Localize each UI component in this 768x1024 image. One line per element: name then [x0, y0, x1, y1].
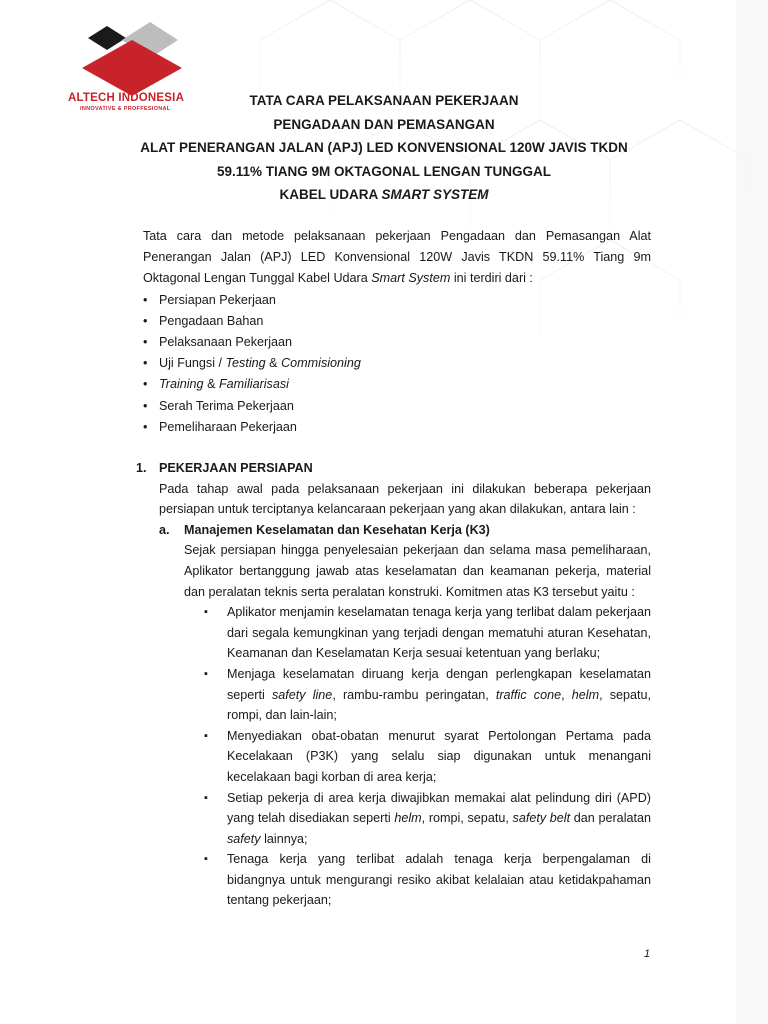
k3-text: Menjaga keselamatan diruang kerja dengan perlengkapan keselamatan seperti	[227, 666, 651, 702]
k3-text-italic: traffic cone	[495, 687, 562, 702]
logo-brand-name: ALTECH INDONESIA	[68, 92, 185, 104]
title-line-5	[110, 183, 658, 207]
k3-text: , sepatu, rompi, dan lain-lain;	[227, 687, 652, 723]
stage-item: • Pemeliharaan Pekerjaan	[143, 417, 651, 438]
intro-paragraph	[143, 226, 651, 290]
subsection-a-heading-text: Manajemen Keselamatan dan Kesehatan Kerja (K3)	[184, 522, 490, 537]
k3-text: ,	[561, 687, 572, 702]
stage-item	[143, 353, 651, 374]
k3-text-italic: safety belt	[512, 811, 571, 826]
stage-item	[143, 374, 651, 395]
section-1	[136, 458, 651, 911]
page-number: 1	[644, 948, 651, 960]
stage-text-italic: Testing	[225, 356, 266, 371]
title-line-5-prefix: KABEL UDARA	[279, 187, 382, 203]
title-line-3: ALAT PENERANGAN JALAN (APJ) LED KONVENSIONAL 120W JAVIS TKDN	[140, 140, 628, 156]
k3-text: dan peralatan	[570, 811, 652, 826]
stage-item: • Persiapan Pekerjaan	[143, 290, 651, 311]
title-line-5-italic: SMART SYSTEM	[381, 187, 489, 203]
stage-item: • Pengadaan Bahan	[143, 311, 651, 332]
document-title	[110, 89, 658, 207]
k3-commitment-list	[204, 602, 651, 911]
stage-text: &	[265, 356, 282, 371]
k3-item: ▪ Aplikator menjamin keselamatan tenaga kerja yang terlibat dalam pekerjaan dari segala kemungkinan yang terjadi dengan mematuhi aturan Kesehatan, Keamanan dan Keselamatan Kerja sesuai ketentuan yang berlaku;	[204, 602, 651, 664]
k3-item: ▪ Menyediakan obat-obatan menurut syarat Pertolongan Pertama pada Kecelakaan (P3K) yang selalu siap digunakan untuk menangani kecelakaan bagi korban di area kerja;	[204, 726, 651, 788]
section-1-heading	[136, 458, 651, 479]
stage-list	[143, 290, 651, 438]
intro-block	[143, 226, 651, 438]
intro-text-b: ini terdiri dari :	[450, 271, 533, 286]
k3-text-italic: safety	[227, 831, 261, 846]
stage-item: • Serah Terima Pekerjaan	[143, 396, 651, 417]
k3-item	[204, 664, 651, 726]
stage-text-italic: Training	[159, 377, 204, 392]
stage-text: &	[203, 377, 219, 392]
k3-text: lainnya;	[260, 831, 308, 846]
section-1-paragraph: Pada tahap awal pada pelaksanaan pekerjaan ini dilakukan beberapa pekerjaan persiapan untuk terciptanya kelancaraan pekerjaan yang akan dilakukan, antara lain :	[159, 481, 651, 517]
stage-item: • Pelaksanaan Pekerjaan	[143, 332, 651, 353]
logo-tagline: INNOVATIVE & PROFFESIONAL	[80, 106, 171, 112]
k3-item	[204, 788, 651, 850]
intro-text-a: Tata cara dan metode pelaksanaan pekerjaan Pengadaan dan Pemasangan Alat Penerangan Jalan (APJ) LED Konvensional 120W Javis TKDN 59.11% Tiang 9m Oktagonal Lengan Tunggal Kabel Udara	[143, 229, 651, 286]
subsection-a-heading	[159, 520, 651, 541]
section-1-number: 1.	[136, 461, 147, 475]
k3-text-italic: safety line	[271, 687, 333, 702]
stage-text: Uji Fungsi /	[159, 356, 226, 371]
logo-black-diamond	[88, 26, 126, 50]
k3-text: , rompi, sepatu,	[421, 811, 513, 826]
title-line-1: TATA CARA PELAKSANAAN PEKERJAAN	[249, 93, 519, 108]
subsection-a-letter: a.	[159, 522, 170, 537]
k3-text: Setiap pekerja di area kerja diwajibkan memakai alat pelindung diri (APD) yang telah disediakan seperti	[227, 790, 651, 826]
subsection-a-paragraph: Sejak persiapan hingga penyelesaian pekerjaan dan selama masa pemeliharaan, Aplikator bertanggung jawab atas keselamatan dan keamanan pekerja, material dan peralatan teknis serta peralatan konstruki. Komitmen atas K3 tersebut yaitu :	[184, 543, 651, 599]
k3-text: , rambu-rambu peringatan,	[332, 687, 496, 702]
section-1-heading-text: PEKERJAAN PERSIAPAN	[159, 461, 313, 475]
k3-item: ▪ Tenaga kerja yang terlibat adalah tenaga kerja berpengalaman di bidangnya untuk mengurangi resiko akibat kelalaian atau ketidakpahaman tentang pekerjaan;	[204, 849, 651, 911]
title-line-2: PENGADAAN DAN PEMASANGAN	[273, 116, 495, 132]
k3-text-italic: helm	[394, 811, 422, 826]
title-line-4: 59.11% TIANG 9M OKTAGONAL LENGAN TUNGGAL	[216, 163, 552, 179]
logo-red-diamond	[82, 40, 182, 96]
intro-text-italic: Smart System	[371, 271, 451, 286]
k3-text-italic: helm	[571, 687, 600, 702]
stage-text-italic: Familiarisasi	[218, 377, 289, 392]
stage-text-italic: Commisioning	[281, 356, 361, 371]
